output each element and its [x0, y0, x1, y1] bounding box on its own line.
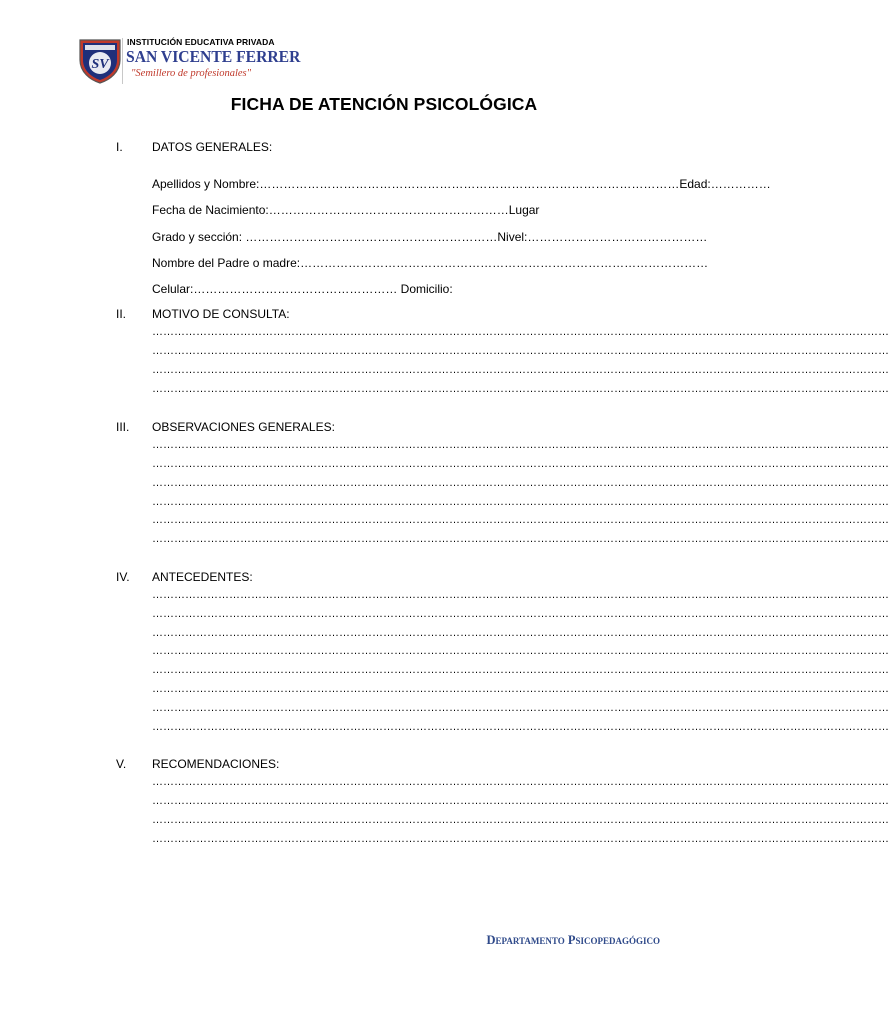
dotted-write-line[interactable]: ………………………………………………………………………………………………………………………………………………………………………………… [152, 345, 889, 357]
section-number: III. [116, 420, 130, 434]
dotted-write-line[interactable]: ………………………………………………………………………………………………………………………………………………………………………………… [152, 776, 889, 788]
dotted-write-line[interactable]: ………………………………………………………………………………………………………………………………………………………………………………… [152, 795, 889, 807]
footer-department: Departamento Psicopedagógico [486, 933, 660, 947]
section-number: V. [116, 757, 127, 771]
dotted-write-line[interactable]: ………………………………………………………………………………………………………………………………………………………………………………… [152, 326, 889, 338]
dotted-write-line[interactable]: ………………………………………………………………………………………………………………………………………………………………………………… [152, 514, 889, 526]
section-number: I. [116, 140, 123, 154]
dotted-write-line[interactable]: ………………………………………………………………………………………………………………………………………………………………………………… [152, 383, 889, 395]
institution-name: SAN VICENTE FERRER [126, 47, 301, 66]
field-nombre-padre[interactable]: Nombre del Padre o madre:………………………………………………………………………………………… [152, 256, 709, 270]
section-title-antecedentes: ANTECEDENTES: [152, 570, 253, 584]
dotted-write-line[interactable]: ………………………………………………………………………………………………………………………………………………………………………………… [152, 496, 889, 508]
dotted-write-line[interactable]: ………………………………………………………………………………………………………………………………………………………………………………… [152, 364, 889, 376]
dotted-write-line[interactable]: ………………………………………………………………………………………………………………………………………………………………………………… [152, 664, 889, 676]
svg-text:SV: SV [91, 57, 109, 72]
field-apellidos-edad[interactable]: Apellidos y Nombre:……………………………………………………………………………………………Edad:…………… [152, 177, 771, 191]
field-fecha-lugar[interactable]: Fecha de Nacimiento:……………………………………………………Lugar [152, 203, 540, 217]
section-number: II. [116, 307, 127, 321]
section-title-recomendaciones: RECOMENDACIONES: [152, 757, 280, 771]
page-title: FICHA DE ATENCIÓN PSICOLÓGICA [230, 94, 538, 114]
dotted-write-line[interactable]: ………………………………………………………………………………………………………………………………………………………………………………… [152, 645, 889, 657]
dotted-write-line[interactable]: ………………………………………………………………………………………………………………………………………………………………………………… [152, 833, 889, 845]
section-title-observaciones: OBSERVACIONES GENERALES: [152, 420, 335, 434]
dotted-write-line[interactable]: ………………………………………………………………………………………………………………………………………………………………………………… [152, 721, 889, 733]
field-celular-domicilio[interactable]: Celular:…………………………………………… Domicilio: [152, 282, 453, 296]
dotted-write-line[interactable]: ………………………………………………………………………………………………………………………………………………………………………………… [152, 477, 889, 489]
dotted-write-line[interactable]: ………………………………………………………………………………………………………………………………………………………………………………… [152, 683, 889, 695]
dotted-write-line[interactable]: ………………………………………………………………………………………………………………………………………………………………………………… [152, 439, 889, 451]
logo-divider [122, 38, 123, 84]
school-crest-logo [76, 36, 124, 84]
section-title-datos-generales: DATOS GENERALES: [152, 140, 273, 154]
dotted-write-line[interactable]: ………………………………………………………………………………………………………………………………………………………………………………… [152, 702, 889, 714]
field-grado-nivel[interactable]: Grado y sección: ………………………………………………………Nivel:……………………………………… [152, 230, 708, 244]
section-title-motivo-consulta: MOTIVO DE CONSULTA: [152, 307, 290, 321]
section-number: IV. [116, 570, 130, 584]
dotted-write-line[interactable]: ………………………………………………………………………………………………………………………………………………………………………………… [152, 533, 889, 545]
dotted-write-line[interactable]: ………………………………………………………………………………………………………………………………………………………………………………… [152, 814, 889, 826]
institution-type: INSTITUCIÓN EDUCATIVA PRIVADA [127, 37, 275, 47]
institution-motto: "Semillero de profesionales" [131, 68, 252, 79]
dotted-write-line[interactable]: ………………………………………………………………………………………………………………………………………………………………………………… [152, 458, 889, 470]
dotted-write-line[interactable]: ………………………………………………………………………………………………………………………………………………………………………………… [152, 589, 889, 601]
dotted-write-line[interactable]: ………………………………………………………………………………………………………………………………………………………………………………… [152, 627, 889, 639]
dotted-write-line[interactable]: ………………………………………………………………………………………………………………………………………………………………………………… [152, 608, 889, 620]
